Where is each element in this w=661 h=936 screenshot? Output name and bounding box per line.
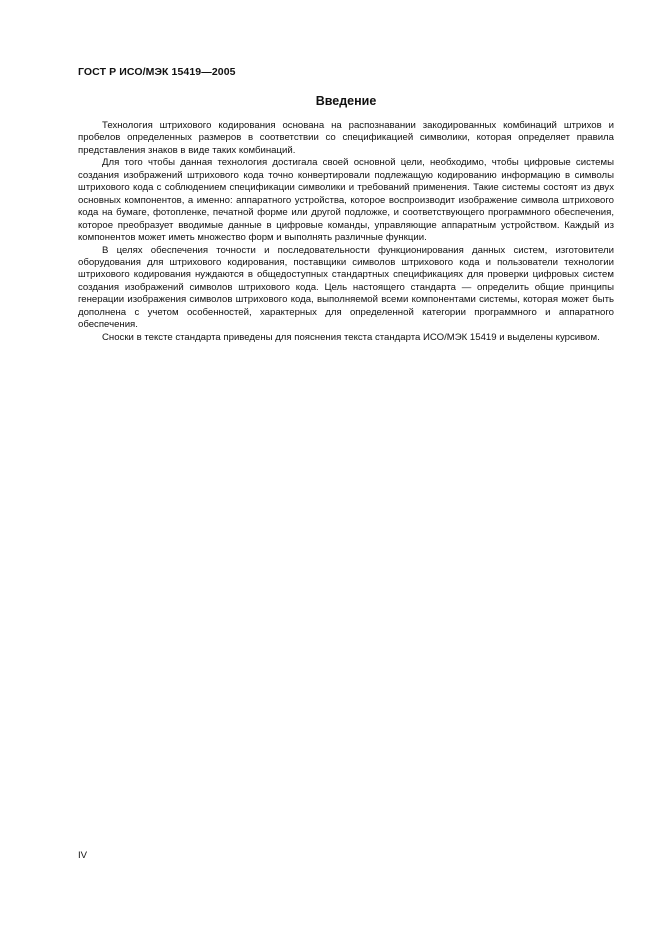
paragraph: В целях обеспечения точности и последовательности функционирования данных систем, изготовители оборудования для штрихового кодирования, поставщики символов штрихового кода и пользователи технологии штрихового кодирования нуждаются в общедоступных стандартных спецификациях для проверки цифровых систем создания изображений символов штрихового кода. Цель настоящего стандарта — определить общие принципы генерации изображения символов штрихового кода, выполняемой всеми компонентами системы, которая может быть дополнена с учетом особенностей, характерных для определенной категории программного и аппаратного обеспечения. — [78, 244, 614, 331]
page-number: IV — [78, 850, 88, 861]
paragraph: Технология штрихового кодирования основана на распознавании закодированных комбинаций штрихов и пробелов определенных размеров в соответствии со спецификацией символики, которая определяет правила представления знаков в виде таких комбинаций. — [78, 120, 614, 156]
paragraph: Сноски в тексте стандарта приведены для пояснения текста стандарта ИСО/МЭК 15419 и выделены курсивом. — [102, 331, 600, 343]
paragraph: Для того чтобы данная технология достигала своей основной цели, необходимо, чтобы цифровые системы создания изображений штрихового кода точно конвертировали подлежащую кодированию информацию в символы штрихового кода с соблюдением спецификации символики и требований применения. Такие системы состоят из двух основных компонентов, а именно: аппаратного устройства, которое воспроизводит изображение символа штрихового кода на бумаге, фотопленке, печатной форме или другой подложке, и соответствующего программного обеспечения, которое преобразует вводимые данные в цифровые команды, управляющие аппаратным устройством. Каждый из компонентов может иметь множество форм и выполнять различные функции. — [78, 157, 614, 244]
section-body — [78, 120, 614, 344]
section-title: Введение — [315, 94, 377, 108]
document-header: ГОСТ Р ИСО/МЭК 15419—2005 — [78, 66, 236, 78]
